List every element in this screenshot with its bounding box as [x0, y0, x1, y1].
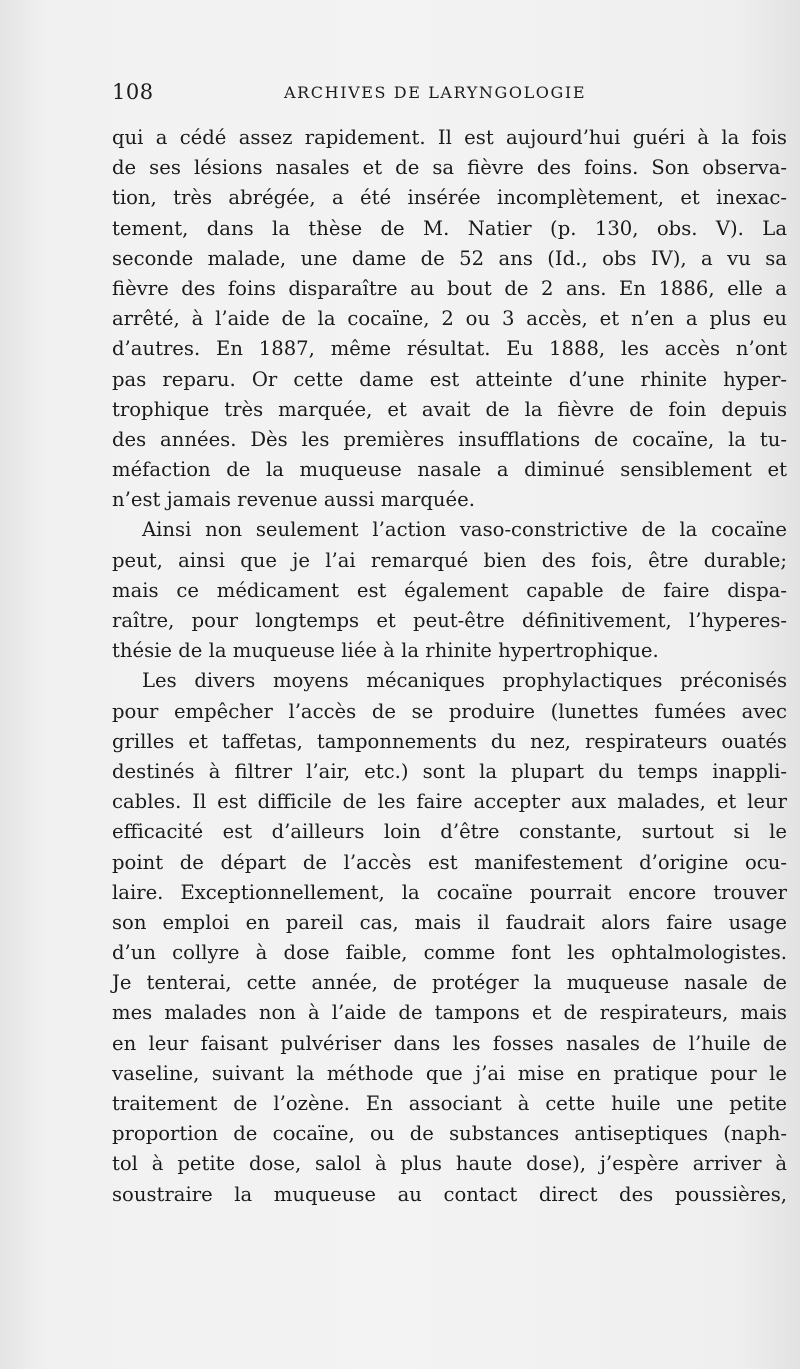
text-line: destinés à filtrer l’air, etc.) sont la plupart du temps inappli- — [112, 759, 787, 783]
running-head: ARCHIVES DE LARYNGOLOGIE — [284, 83, 587, 102]
text-line: d’un collyre à dose faible, comme font les ophtalmologistes. — [112, 941, 787, 965]
text-line: pour empêcher l’accès de se produire (lunettes fumées avec — [112, 699, 787, 723]
text-line: Je tenterai, cette année, de protéger la muqueuse nasale de — [112, 971, 787, 995]
text-line: raître, pour longtemps et peut-être définitivement, l’hyperes- — [112, 609, 787, 632]
text-line: d’autres. En 1887, même résultat. Eu 1888, les accès n’ont — [112, 337, 787, 361]
text-line: Les divers moyens mécaniques prophylactiques préconisés — [142, 669, 787, 693]
text-line: en leur faisant pulvériser dans les fosses nasales de l’huile de — [112, 1031, 787, 1055]
text-line: thésie de la muqueuse liée à la rhinite hypertrophique. — [112, 639, 659, 663]
text-line: trophique très marquée, et avait de la fièvre de foin depuis — [112, 397, 787, 421]
text-line: laire. Exceptionnellement, la cocaïne pourrait encore trouver — [112, 880, 787, 904]
text-line: seconde malade, une dame de 52 ans (Id., obs IV), a vu sa — [112, 246, 787, 270]
text-line: tement, dans la thèse de M. Natier (p. 130, obs. V). La — [112, 216, 787, 240]
text-line: point de départ de l’accès est manifestement d’origine ocu- — [112, 850, 787, 874]
text-line: proportion de cocaïne, ou de substances antiseptiques (naph- — [112, 1122, 787, 1146]
text-line: mais ce médicament est également capable de faire dispa- — [112, 578, 787, 602]
text-line: n’est jamais revenue aussi marquée. — [112, 488, 475, 512]
text-line: vaseline, suivant la méthode que j’ai mise en pratique pour le — [112, 1061, 787, 1085]
body-text — [112, 123, 787, 1210]
text-line: grilles et taffetas, tamponnements du nez, respirateurs ouatés — [112, 729, 787, 753]
text-line: qui a cédé assez rapidement. Il est aujourd’hui guéri à la fois — [112, 126, 787, 149]
text-line: efficacité est d’ailleurs loin d’être constante, surtout si le — [112, 820, 787, 844]
text-line: pas reparu. Or cette dame est atteinte d’une rhinite hyper- — [112, 367, 787, 391]
text-line: cables. Il est difficile de les faire accepter aux malades, et leur — [112, 790, 787, 814]
text-line: méfaction de la muqueuse nasale a diminué sensiblement et — [112, 458, 787, 482]
text-line: tol à petite dose, salol à plus haute dose), j’espère arriver à — [112, 1152, 787, 1176]
text-line: peut, ainsi que je l’ai remarqué bien des fois, être durable; — [112, 548, 787, 572]
text-line: fièvre des foins disparaître au bout de 2 ans. En 1886, elle a — [112, 276, 787, 300]
page-number: 108 — [112, 80, 154, 104]
text-line: soustraire la muqueuse au contact direct des poussières, — [112, 1182, 787, 1206]
text-line: traitement de l’ozène. En associant à cette huile une petite — [112, 1092, 787, 1115]
page-header — [112, 80, 672, 110]
text-line: mes malades non à l’aide de tampons et de respirateurs, mais — [112, 1001, 787, 1025]
text-line: arrêté, à l’aide de la cocaïne, 2 ou 3 accès, et n’en a plus eu — [112, 307, 787, 331]
text-line: des années. Dès les premières insufflations de cocaïne, la tu- — [112, 427, 787, 451]
text-line: de ses lésions nasales et de sa fièvre des foins. Son observa- — [112, 156, 787, 180]
text-line: tion, très abrégée, a été insérée incomplètement, et inexac- — [112, 186, 787, 210]
text-line: son emploi en pareil cas, mais il faudrait alors faire usage — [112, 910, 787, 934]
text-line: Ainsi non seulement l’action vaso-constrictive de la cocaïne — [142, 518, 787, 542]
